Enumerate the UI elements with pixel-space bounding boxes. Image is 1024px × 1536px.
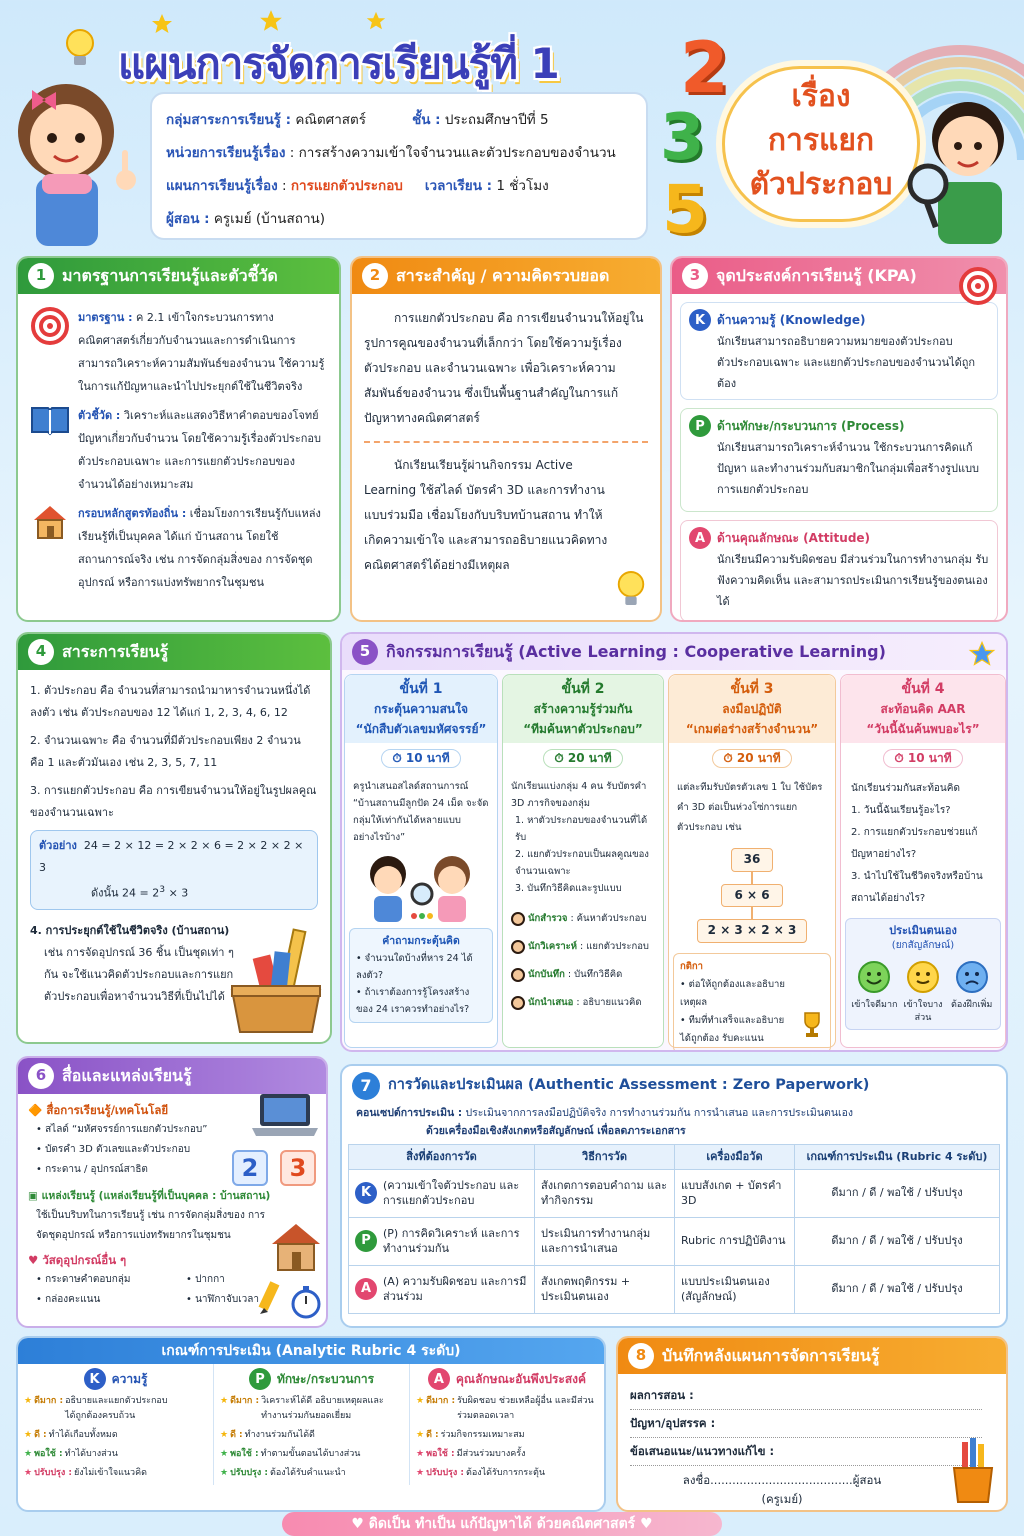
group-task: 2. แยกตัวประกอบเป็นผลคูณของจำนวนเฉพาะ	[515, 849, 649, 878]
material-item: • กระดาษคำตอบกลุ่ม	[36, 1274, 131, 1285]
table-cell: (ความเข้าใจตัวประกอบ และการแยกตัวประกอบ	[383, 1178, 520, 1208]
table-cell: ประเมินการทำงานกลุ่ม และการนำเสนอ	[535, 1217, 675, 1265]
pencil-icon	[254, 1280, 284, 1320]
rubric-level: ★ ดี : ร่วมกิจกรรมเหมาะสม	[416, 1430, 525, 1440]
notes-field[interactable]: ข้อเสนอแนะ/แนวทางแก้ไข :	[630, 1438, 982, 1466]
concept-text-2: ด้วยเครื่องมือเชิงสังเกตหรือสัญลักษณ์ เพื่อลดภาระเอกสาร	[426, 1125, 686, 1137]
face-label: ต้องฝึกเพิ่ม	[951, 1000, 993, 1011]
a-badge: A	[355, 1278, 377, 1300]
step-2-body: นักเรียนแบ่งกลุ่ม 4 คน รับบัตรคำ 3D ภารกิจของกลุ่ม	[511, 781, 647, 810]
rubric-level: ★ ดีมาก : รับผิดชอบ ช่วยเหลือผู้อื่น และมีส่วนร่วมตลอดเวลา	[416, 1396, 594, 1421]
student-icon	[511, 940, 525, 954]
table-row	[349, 1217, 1000, 1265]
step-3-time-badge: ⏱ 20 นาที	[712, 749, 791, 768]
section-7-title: การวัดและประเมินผล (Authentic Assessment : Zero Paperwork)	[388, 1077, 870, 1094]
step-2-card	[502, 674, 664, 1048]
concept-label: คอนเซปต์การประเมิน :	[356, 1107, 463, 1119]
laptop-icon	[250, 1092, 320, 1138]
section-1-number: 1	[28, 263, 54, 289]
reflection-question: 1. วันนี้ฉันเรียนรู้อะไร?	[851, 805, 951, 817]
notes-field[interactable]: ปัญหา/อุปสรรค :	[630, 1410, 982, 1438]
table-cell: ดีมาก / ดี / พอใช้ / ปรับปรุง	[795, 1265, 1000, 1313]
topic-line-1: เรื่อง	[791, 79, 851, 114]
step-4-quote: “วันนี้ฉันค้นพบอะไร”	[866, 722, 980, 736]
table-cell: ดีมาก / ดี / พอใช้ / ปรับปรุง	[795, 1169, 1000, 1217]
rubric-panel	[16, 1336, 606, 1512]
kpa-attitude-card	[680, 520, 998, 622]
section-5-header	[342, 634, 1006, 670]
section-2-title: สาระสำคัญ / ความคิดรวบยอด	[396, 266, 610, 286]
step-2-time-badge: ⏱ 20 นาที	[543, 749, 622, 768]
footer-text: ดิดเป็น ทำเป็น แก้ปัญหาได้ ด้วยคณิตศาสตร์	[368, 1516, 636, 1532]
rubric-level: ★ ปรับปรุง : ยังไม่เข้าใจแนวคิด	[24, 1468, 147, 1478]
group-task: 1. หาตัวประกอบของจำนวนที่ได้รับ	[515, 815, 648, 844]
table-cell: สังเกตการตอบคำถาม และทำกิจกรรม	[535, 1169, 675, 1217]
role-item: นักบันทึก : บันทึกวิธีคิด	[511, 961, 655, 989]
step-1-sub: กระตุ้นความสนใจ	[374, 702, 468, 716]
section-4-number: 4	[28, 639, 54, 665]
kpa-attitude-text: นักเรียนมีความรับผิดชอบ มีส่วนร่วมในการทำงานกลุ่ม รับฟังความคิดเห็น และสามารถประเมินการเรียนรู้ของตนเองได้	[717, 553, 989, 608]
table-cell: ดีมาก / ดี / พอใช้ / ปรับปรุง	[795, 1217, 1000, 1265]
local-curriculum-text: เชื่อมโยงการเรียนรู้กับแหล่งเรียนรู้ที่เป็นบุคคล ได้แก่ บ้านสถาน โดยใช้สถานการณ์จริง เช่น การจัดกลุ่มสิ่งของ การจัดชุดอุปกรณ์ หรือการแบ่งทรัพยากรในชุมชน	[78, 507, 321, 589]
rubric-column-heading: ความรู้	[111, 1371, 148, 1386]
rubric-level: ★ ปรับปรุง : ต้องได้รับคำแนะนำ	[220, 1468, 346, 1478]
subject-value: คณิตศาสตร์	[295, 112, 367, 128]
standard-label: มาตรฐาน :	[78, 311, 133, 324]
section-3-title: จุดประสงค์การเรียนรู้ (KPA)	[716, 266, 917, 286]
reflection-question: 3. นำไปใช้ในชีวิตจริงหรือบ้านสถานได้อย่างไร?	[851, 871, 983, 905]
section-8-header	[618, 1338, 1006, 1374]
rule-item: • ต่อให้ถูกต้องและอธิบายเหตุผล	[680, 976, 794, 1012]
step-1-quote: “นักสืบตัวเลขมหัศจรรย์”	[355, 722, 487, 736]
factor-chain-node: 6 × 6	[721, 884, 782, 907]
toolbox-illustration	[228, 926, 324, 1036]
table-cell: แบบสังเกต + บัตรคำ 3D	[675, 1169, 795, 1217]
media-heading: 🔶 สื่อการเรียนรู้/เทคโนโลยี	[28, 1103, 169, 1117]
k-badge: K	[84, 1368, 106, 1390]
house-icon	[268, 1220, 324, 1272]
girl-illustration	[6, 70, 146, 246]
step-4-card	[840, 674, 1006, 1048]
content-item-1: 1. ตัวประกอบ คือ จำนวนที่สามารถนำมาหารจำนวนหนึ่งได้ลงตัว เช่น ตัวประกอบของ 12 ได้แก่ 1, 2, 3, 4, 6, 12	[30, 684, 311, 719]
media-item: • กระดาน / อุปกรณ์สาธิต	[36, 1160, 316, 1180]
local-curriculum-label: กรอบหลักสูตรท้องถิ่น :	[78, 507, 187, 520]
step-4-name: ขั้นที่ 4	[901, 681, 945, 697]
rubric-column-heading: ทักษะ/กระบวนการ	[276, 1371, 375, 1386]
section-3-number: 3	[682, 263, 708, 289]
house-icon	[30, 502, 70, 540]
lesson-info-card: กลุ่มสาระการเรียนรู้ : คณิตศาสตร์ ชั้น : ประถมศึกษาปีที่ 5 หน่วยการเรียนรู้เรื่อง : การสร้างความเข้าใจจำนวนและตัวประกอบของจำนวน แผนการเรียนรู้เรื่อง : การแยกตัวประกอบ เวลาเรียน : 1 ชั่วโมง ผู้สอน : ครูเมย์ (บ้านสถาน)	[150, 92, 648, 240]
rubric-column-p	[214, 1364, 410, 1485]
material-item: • ปากกา	[186, 1274, 225, 1285]
example-line-2: ดังนั้น 24 = 2	[91, 886, 160, 900]
table-row	[349, 1169, 1000, 1217]
section-6-header	[18, 1058, 326, 1094]
kpa-knowledge-card	[680, 302, 998, 400]
kpa-process-text: นักเรียนสามารถวิเคราะห์จำนวน ใช้กระบวนการคิดแก้ปัญหา และทำงานร่วมกับสมาชิกในกลุ่มเพื่อสร้างรูปแบบการแยกตัวประกอบ	[717, 441, 980, 496]
topic-cloud	[722, 66, 920, 222]
table-header: เครื่องมือวัด	[675, 1145, 795, 1170]
plan-value: การแยกตัวประกอบ	[290, 178, 403, 194]
section-8-number: 8	[628, 1343, 654, 1369]
signature-name: (ครูเมย์)	[761, 1492, 803, 1506]
section-3-header	[672, 258, 1006, 294]
table-row	[349, 1265, 1000, 1313]
p-badge: P	[249, 1368, 271, 1390]
grade-value: ประถมศึกษาปีที่ 5	[444, 112, 549, 128]
section-2-header	[352, 258, 660, 294]
happy-face-icon	[857, 960, 891, 994]
a-badge: A	[689, 527, 711, 549]
footer-banner: ♥ ดิดเป็น ทำเป็น แก้ปัญหาได้ ด้วยคณิตศาสตร์ ♥	[282, 1512, 722, 1536]
teacher-label: ผู้สอน :	[166, 211, 210, 227]
table-header: เกณฑ์การประเมิน (Rubric 4 ระดับ)	[795, 1145, 1000, 1170]
stopwatch-icon	[290, 1284, 322, 1320]
step-2-sub: สร้างความรู้ร่วมกัน	[533, 702, 633, 716]
section-8-title: บันทึกหลังแผนการจัดการเรียนรู้	[662, 1346, 880, 1366]
standard-text: ค 2.1 เข้าใจกระบวนการทางคณิตศาสตร์เกี่ยวกับจำนวนและการดำเนินการ สามารถวิเคราะห์ความสัมพันธ์ของจำนวน ใช้ความรู้ในการแก้ปัญหาและนำไปประยุกต์ใช้ในชีวิตจริง	[78, 311, 325, 393]
section-2-panel	[350, 256, 662, 622]
smile-face-icon	[906, 960, 940, 994]
step-1-time-badge: ⏱ 10 นาที	[381, 749, 460, 768]
media-item: • สไลด์ “มหัศจรรย์การแยกตัวประกอบ”	[36, 1120, 316, 1140]
page-title: แผนการจัดการเรียนรู้ที่ 1	[118, 39, 559, 88]
section-7-panel	[340, 1064, 1008, 1328]
k-badge: K	[355, 1182, 377, 1204]
content-item-4-heading: 4. การประยุกต์ใช้ในชีวิตจริง (บ้านสถาน)	[30, 923, 230, 937]
section-6-title: สื่อและแหล่งเรียนรู้	[62, 1066, 192, 1086]
rubric-column-heading: คุณลักษณะอันพึงประสงค์	[455, 1371, 587, 1386]
section-3-panel	[670, 256, 1008, 622]
key-concept-text-2: นักเรียนเรียนรู้ผ่านกิจกรรม Active Learning ใช้สไลด์ บัตรคำ 3D และการทำงานแบบร่วมมือ เชื่อมโยงกับบริบทบ้านสถาน ทำให้เกิดความเข้าใจ และสามารถอธิบายแนวคิดทางคณิตศาสตร์ได้อย่างมีเหตุผล	[364, 458, 608, 572]
deco-number-2: 2	[680, 27, 729, 109]
grade-label: ชั้น :	[412, 112, 441, 128]
factor-chain-node: 2 × 3 × 2 × 3	[697, 919, 808, 942]
learning-source-heading: ▣ แหล่งเรียนรู้ (แหล่งเรียนรู้ที่เป็นบุคคล : บ้านสถาน)	[28, 1190, 271, 1202]
sad-face-icon	[955, 960, 989, 994]
face-label: เข้าใจบางส่วน	[903, 1000, 943, 1024]
deco-number-3: 3	[660, 101, 705, 175]
indicator-label: ตัวชี้วัด :	[78, 409, 121, 422]
step-1-name: ขั้นที่ 1	[399, 681, 443, 697]
concept-text: ประเมินจากการลงมือปฏิบัติจริง การทำงานร่วมกัน การนำเสนอ และการประเมินตนเอง	[465, 1107, 854, 1119]
assessment-table	[348, 1144, 1000, 1314]
rule-item: • ทีมที่ทำเสร็จและอธิบายได้ถูกต้อง รับคะแนน	[680, 1012, 794, 1048]
topic-line-3: ตัวประกอบ	[749, 167, 893, 202]
unit-label: หน่วยการเรียนรู้เรื่อง	[166, 145, 286, 161]
role-item: นักสำรวจ : ค้นหาตัวประกอบ	[511, 905, 655, 933]
notes-field[interactable]: ผลการสอน :	[630, 1382, 982, 1410]
factor-chain-node: 36	[731, 848, 774, 871]
rubric-column-a	[410, 1364, 604, 1485]
time-value: 1 ชั่วโมง	[496, 178, 549, 194]
example-exponent: 3	[159, 884, 166, 895]
material-item: • กล่องคะแนน	[36, 1294, 101, 1305]
step-3-body: แต่ละทีมรับบัตรตัวเลข 1 ใบ ใช้บัตรคำ 3D ต่อเป็นห่วงโซ่การแยกตัวประกอบ เช่น	[677, 782, 823, 834]
section-1-header	[18, 258, 339, 294]
section-2-number: 2	[362, 263, 388, 289]
unit-value: การสร้างความเข้าใจจำนวนและตัวประกอบของจำนวน	[298, 145, 616, 161]
rubric-level: ★ ดี : ทำได้เกือบทั้งหมด	[24, 1430, 118, 1440]
rubric-level: ★ พอใช้ : ทำได้บางส่วน	[24, 1449, 118, 1459]
example-line-1: 24 = 2 × 12 = 2 × 2 × 6 = 2 × 2 × 2 × 3	[39, 839, 304, 874]
time-label: เวลาเรียน :	[424, 178, 493, 194]
rules-heading: กติกา	[680, 960, 704, 972]
media-item: • บัตรคำ 3D ตัวเลขและตัวประกอบ	[36, 1140, 316, 1160]
book-icon	[30, 404, 70, 436]
number-tile-2: 2	[232, 1150, 268, 1186]
star-icon	[968, 640, 996, 668]
section-4-title: สาระการเรียนรู้	[62, 642, 169, 662]
lightbulb-icon	[62, 26, 98, 70]
factor-chain	[669, 848, 835, 942]
student-icon	[511, 968, 525, 982]
role-item: นักวิเคราะห์ : แยกตัวประกอบ	[511, 933, 655, 961]
rubric-level: ★ ดีมาก : วิเคราะห์ได้ดี อธิบายเหตุผลและทำงานร่วมกันยอดเยี่ยม	[220, 1396, 384, 1421]
kpa-process-heading: ด้านทักษะ/กระบวนการ (Process)	[717, 418, 905, 433]
kpa-knowledge-heading: ด้านความรู้ (Knowledge)	[717, 312, 866, 327]
table-cell: (P) การคิดวิเคราะห์ และการทำงานร่วมกัน	[383, 1226, 520, 1256]
step-1-card	[344, 674, 498, 1048]
section-1-panel	[16, 256, 341, 622]
star-icon	[365, 10, 387, 32]
step-3-quote: “เกมต่อร่างสร้างจำนวน”	[685, 722, 819, 736]
rubric-level: ★ ดีมาก : อธิบายและแยกตัวประกอบได้ถูกต้องครบถ้วน	[24, 1396, 168, 1421]
section-4-header	[18, 634, 330, 670]
step-4-time-badge: ⏱ 10 นาที	[883, 749, 962, 768]
self-assessment-box	[845, 918, 1001, 1030]
face-label: เข้าใจดีมาก	[851, 1000, 898, 1011]
section-5-panel	[340, 632, 1008, 1052]
p-badge: P	[689, 415, 711, 437]
a-badge: A	[428, 1368, 450, 1390]
signature-line: ลงชื่อ.......................................ผู้สอน	[682, 1473, 882, 1487]
step-1-body: ครูนำเสนอสไลด์สถานการณ์ “บ้านสถานมีลูกปัด 24 เม็ด จะจัดกลุ่มให้เท่ากันได้หลายแบบอย่างไรบ้าง”	[353, 781, 489, 844]
step-2-quote: “ทีมค้นหาตัวประกอบ”	[523, 722, 643, 736]
star-icon	[258, 8, 284, 34]
example-box	[30, 830, 318, 910]
deco-number-5: 5	[662, 171, 708, 248]
section-4-panel	[16, 632, 332, 1044]
table-cell: (A) ความรับผิดชอบ และการมีส่วนร่วม	[383, 1274, 527, 1304]
rubric-column-k	[18, 1364, 214, 1485]
student-icon	[511, 912, 525, 926]
reflection-question: 2. การแยกตัวประกอบช่วยแก้ปัญหาอย่างไร?	[851, 827, 978, 861]
learning-source-text: ใช้เป็นบริบทในการเรียนรู้ เช่น การจัดกลุ่มสิ่งของ การจัดชุดอุปกรณ์ หรือการแบ่งทรัพยากรในชุมชน	[36, 1210, 266, 1241]
prompt-questions-box	[349, 928, 493, 1023]
content-item-4-text: เช่น การจัดอุปกรณ์ 36 ชิ้น เป็นชุดเท่า ๆ กัน จะใช้แนวคิดตัวประกอบและการแยกตัวประกอบเพื่อหาจำนวนวิธีที่เป็นไปได้	[44, 945, 234, 1003]
self-assessment-heading: ประเมินตนเอง	[889, 924, 957, 938]
indicator-text: วิเคราะห์และแสดงวิธีหาคำตอบของโจทย์ปัญหาเกี่ยวกับจำนวน โดยใช้ความรู้เรื่องตัวประกอบ ตัวประกอบเฉพาะ และการแยกตัวประกอบของจำนวนได้อย่างเหมาะสม	[78, 409, 322, 491]
section-5-number: 5	[352, 639, 378, 665]
step-4-body: นักเรียนร่วมกันสะท้อนคิด	[851, 783, 960, 795]
table-cell: แบบประเมินตนเอง (สัญลักษณ์)	[675, 1265, 795, 1313]
content-item-2: 2. จำนวนเฉพาะ คือ จำนวนที่มีตัวประกอบเพียง 2 จำนวน คือ 1 และตัวมันเอง เช่น 2, 3, 5, 7, 11	[30, 734, 301, 769]
section-1-title: มาตรฐานการเรียนรู้และตัวชี้วัด	[62, 266, 278, 286]
table-cell: สังเกตพฤติกรรม + ประเมินตนเอง	[535, 1265, 675, 1313]
example-line-2-tail: × 3	[165, 886, 189, 900]
key-concept-text-1: การแยกตัวประกอบ คือ การเขียนจำนวนให้อยู่ในรูปการคูณของจำนวนที่เล็กกว่า โดยใช้ความรู้เรื่องตัวประกอบ และจำนวนเฉพาะ เพื่อวิเคราะห์ความสัมพันธ์ของจำนวน ซึ่งเป็นพื้นฐานสำคัญในการแก้ปัญหาทางคณิตศาสตร์	[364, 311, 644, 425]
self-assessment-sub: (ยกสัญลักษณ์)	[891, 940, 955, 952]
section-6-number: 6	[28, 1063, 54, 1089]
content-item-3: 3. การแยกตัวประกอบ คือ การเขียนจำนวนให้อยู่ในรูปผลคูณของจำนวนเฉพาะ	[30, 784, 317, 819]
material-item: • นาฬิกาจับเวลา	[186, 1294, 260, 1305]
prompt-question: • จำนวนใดบ้างที่หาร 24 ได้ลงตัว?	[356, 950, 486, 984]
step-4-sub: สะท้อนคิด AAR	[880, 702, 966, 716]
step-3-sub: ลงมือปฏิบัติ	[722, 702, 782, 716]
rubric-level: ★ พอใช้ : มีส่วนร่วมบางครั้ง	[416, 1449, 526, 1459]
rubric-level: ★ พอใช้ : ทำตามขั้นตอนได้บางส่วน	[220, 1449, 361, 1459]
children-magnifier-illustration	[346, 850, 496, 924]
other-materials-heading: ♥ วัสดุอุปกรณ์อื่น ๆ	[28, 1253, 127, 1267]
star-icon	[150, 12, 174, 36]
subject-label: กลุ่มสาระการเรียนรู้ :	[166, 112, 292, 128]
section-6-panel	[16, 1056, 328, 1328]
table-header: วิธีการวัด	[535, 1145, 675, 1170]
rubric-level: ★ ดี : ทำงานร่วมกันได้ดี	[220, 1430, 315, 1440]
table-header: สิ่งที่ต้องการวัด	[349, 1145, 535, 1170]
k-badge: K	[689, 309, 711, 331]
section-8-panel	[616, 1336, 1008, 1512]
step-2-name: ขั้นที่ 2	[561, 681, 605, 697]
table-cell: Rubric การปฏิบัติงาน	[675, 1217, 795, 1265]
kpa-process-card	[680, 408, 998, 512]
pencil-cup-icon	[948, 1438, 998, 1504]
prompt-question: • ถ้าเราต้องการรู้โครงสร้างของ 24 เราควรทำอย่างไร?	[356, 984, 486, 1018]
section-7-number: 7	[352, 1072, 380, 1100]
number-tile-3: 3	[280, 1150, 316, 1186]
prompt-questions-heading: คำถามกระตุ้นคิด	[382, 935, 460, 948]
student-icon	[511, 996, 525, 1010]
dashed-divider	[364, 441, 648, 443]
boy-illustration	[906, 88, 1022, 244]
role-item: นักนำเสนอ : อธิบายแนวคิด	[511, 989, 655, 1017]
teacher-value: ครูเมย์ (บ้านสถาน)	[213, 211, 326, 227]
lightbulb-icon	[614, 568, 648, 610]
p-badge: P	[355, 1230, 377, 1252]
step-3-card	[668, 674, 836, 1048]
group-task: 3. บันทึกวิธีคิดและรูปแบบ	[515, 883, 622, 895]
kpa-attitude-heading: ด้านคุณลักษณะ (Attitude)	[717, 530, 871, 545]
target-icon	[30, 306, 70, 346]
target-icon	[958, 266, 998, 306]
topic-line-2: การแยก	[767, 123, 875, 158]
kpa-knowledge-text: นักเรียนสามารถอธิบายความหมายของตัวประกอบ ตัวประกอบเฉพาะ และแยกตัวประกอบของจำนวนได้ถูกต้อง	[717, 335, 976, 390]
example-label: ตัวอย่าง	[39, 839, 77, 852]
section-5-title: กิจกรรมการเรียนรู้ (Active Learning : Cooperative Learning)	[386, 642, 886, 662]
rubric-header: เกณฑ์การประเมิน (Analytic Rubric 4 ระดับ)	[18, 1338, 604, 1364]
plan-label: แผนการเรียนรู้เรื่อง	[166, 178, 278, 194]
step-3-name: ขั้นที่ 3	[730, 681, 774, 697]
rubric-level: ★ ปรับปรุง : ต้องได้รับการกระตุ้น	[416, 1468, 546, 1478]
trophy-icon	[797, 1009, 827, 1039]
